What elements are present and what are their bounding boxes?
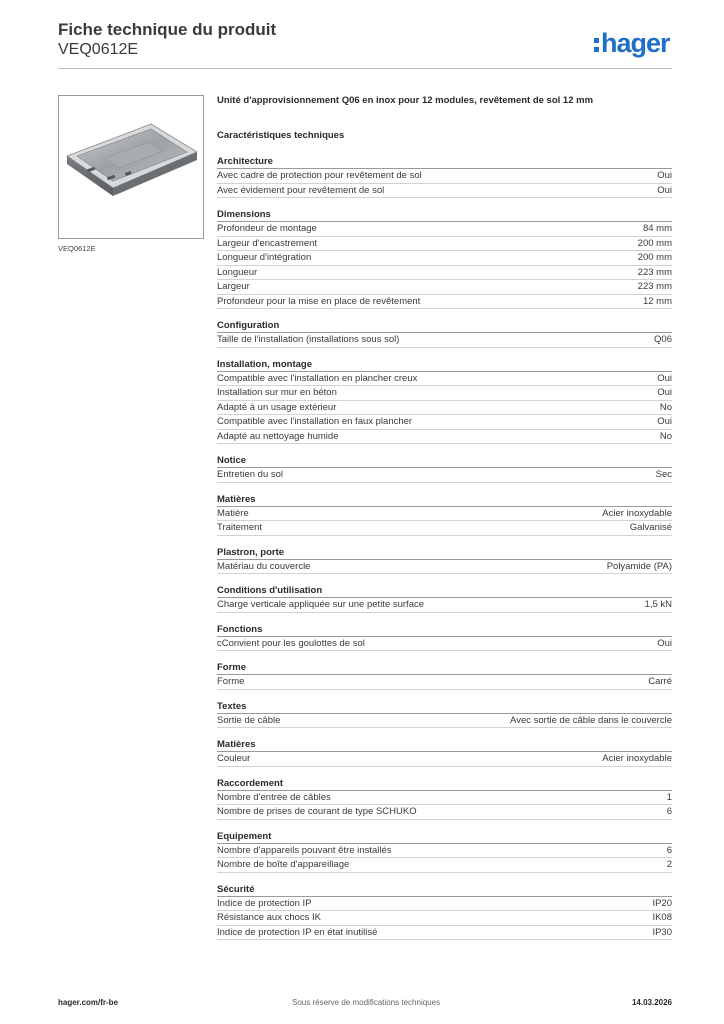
spec-value: Polyamide (PA): [606, 560, 672, 572]
spec-label: Forme: [217, 676, 245, 687]
section-title: Installation, montage: [217, 358, 672, 372]
spec-value: Acier inoxydable: [602, 753, 672, 764]
spec-row: [217, 897, 672, 912]
logo-text: hager: [601, 28, 670, 58]
section-title: Forme: [217, 661, 672, 675]
spec-value: Oui: [657, 184, 672, 196]
spec-label: Adapté à un usage extérieur: [217, 401, 337, 413]
product-reference: VEQ0612E: [58, 41, 139, 58]
spec-value: 223 mm: [637, 266, 672, 278]
spec-value: 200 mm: [637, 237, 672, 249]
spec-label: Traitement: [217, 522, 263, 533]
spec-label: Compatible avec l'installation en plancher creux: [217, 372, 418, 384]
spec-label: Nombre d'appareils pouvant être installés: [217, 844, 392, 856]
spec-row: [217, 911, 672, 926]
spec-row: [217, 415, 672, 430]
spec-value: Oui: [657, 637, 672, 649]
spec-label: Résistance aux chocs IK: [217, 912, 322, 923]
spec-row: [217, 468, 672, 483]
hager-logo: [594, 28, 670, 58]
spec-row: [217, 222, 672, 237]
footer-date: 14.03.2026: [631, 998, 672, 1007]
spec-row: [217, 714, 672, 729]
spec-label: Adapté au nettoyage humide: [217, 430, 339, 442]
spec-section: [217, 700, 672, 729]
section-title: Plastron, porte: [217, 546, 672, 560]
spec-row: [217, 521, 672, 536]
spec-label: Matériau du couvercle: [217, 560, 311, 572]
spec-value: 200 mm: [637, 252, 672, 263]
spec-label: Indice de protection IP en état inutilisé: [217, 926, 378, 938]
spec-section: [217, 830, 672, 873]
spec-label: Nombre d'entrée de câbles: [217, 791, 331, 803]
document-title: Fiche technique du produit: [58, 20, 277, 39]
spec-value: 2: [666, 859, 672, 870]
spec-row: [217, 184, 672, 199]
spec-value: 1,5 kN: [644, 599, 672, 610]
spec-row: [217, 237, 672, 252]
section-title: Raccordement: [217, 777, 672, 791]
spec-label: Largeur: [217, 281, 250, 292]
spec-row: [217, 401, 672, 416]
spec-value: No: [659, 401, 672, 413]
section-title: Dimensions: [217, 208, 672, 222]
spec-section: [217, 208, 672, 309]
section-title: Architecture: [217, 155, 672, 169]
spec-label: Charge verticale appliquée sur une petite surface: [217, 599, 425, 610]
section-title: Notice: [217, 454, 672, 468]
section-title: Matières: [217, 493, 672, 507]
section-title: Matières: [217, 738, 672, 752]
spec-section: [217, 883, 672, 941]
spec-value: 223 mm: [637, 281, 672, 292]
spec-row: [217, 926, 672, 941]
image-caption: VEQ0612E: [58, 244, 96, 253]
spec-label: cConvient pour les goulottes de sol: [217, 637, 365, 649]
spec-value: IP30: [652, 926, 672, 938]
section-title: Configuration: [217, 319, 672, 333]
product-image: [58, 95, 204, 239]
characteristics-sections: [217, 155, 672, 940]
spec-value: 1: [666, 791, 672, 803]
spec-row: [217, 372, 672, 387]
spec-label: Profondeur de montage: [217, 223, 317, 234]
characteristics-heading: Caractéristiques techniques: [217, 130, 345, 141]
spec-row: [217, 675, 672, 690]
spec-label: Profondeur pour la mise en place de revêtement: [217, 295, 421, 307]
spec-section: [217, 738, 672, 767]
spec-value: Oui: [657, 372, 672, 384]
spec-value: No: [659, 430, 672, 442]
spec-label: Nombre de boîte d'appareillage: [217, 859, 350, 870]
spec-section: [217, 493, 672, 536]
spec-label: Matière: [217, 507, 249, 519]
spec-section: [217, 661, 672, 690]
spec-row: [217, 333, 672, 348]
spec-label: Installation sur mur en béton: [217, 387, 337, 398]
section-title: Textes: [217, 700, 672, 714]
spec-value: Oui: [657, 170, 672, 181]
floor-box-illustration: [59, 96, 203, 238]
spec-row: [217, 507, 672, 522]
spec-row: [217, 280, 672, 295]
spec-row: [217, 805, 672, 820]
spec-section: [217, 546, 672, 575]
spec-row: [217, 169, 672, 184]
spec-value: IK08: [652, 912, 672, 923]
spec-row: [217, 637, 672, 652]
section-title: Sécurité: [217, 883, 672, 897]
spec-value: Oui: [657, 387, 672, 398]
spec-section: [217, 454, 672, 483]
spec-label: Entretien du sol: [217, 469, 284, 480]
spec-label: Sortie de câble: [217, 714, 281, 726]
spec-section: [217, 358, 672, 445]
footer-website[interactable]: hager.com/fr-be: [58, 998, 119, 1007]
spec-row: [217, 791, 672, 806]
spec-value: 12 mm: [642, 295, 672, 307]
spec-row: [217, 295, 672, 310]
spec-value: Q06: [654, 334, 672, 345]
logo-dots-icon: [594, 38, 599, 52]
spec-label: Indice de protection IP: [217, 897, 312, 909]
spec-label: Longueur: [217, 266, 258, 278]
spec-label: Longueur d'intégration: [217, 252, 312, 263]
spec-value: 84 mm: [642, 223, 672, 234]
spec-label: Avec évidement pour revêtement de sol: [217, 184, 385, 196]
header-divider: [58, 68, 672, 69]
spec-label: Taille de l'installation (installations sous sol): [217, 334, 400, 345]
spec-value: Sec: [655, 469, 672, 480]
spec-row: [217, 251, 672, 266]
spec-row: [217, 560, 672, 575]
page-header: [58, 20, 276, 60]
spec-row: [217, 386, 672, 401]
spec-row: [217, 844, 672, 859]
spec-value: Acier inoxydable: [602, 507, 672, 519]
spec-label: Couleur: [217, 753, 251, 764]
spec-section: [217, 319, 672, 348]
section-title: Conditions d'utilisation: [217, 584, 672, 598]
spec-value: 6: [666, 806, 672, 817]
spec-row: [217, 752, 672, 767]
spec-label: Largeur d'encastrement: [217, 237, 318, 249]
spec-section: [217, 584, 672, 613]
spec-row: [217, 598, 672, 613]
spec-label: Nombre de prises de courant de type SCHUKO: [217, 806, 417, 817]
spec-label: Compatible avec l'installation en faux plancher: [217, 416, 413, 427]
spec-value: Galvanisé: [629, 522, 672, 533]
section-title: Equipement: [217, 830, 672, 844]
spec-row: [217, 266, 672, 281]
spec-label: Avec cadre de protection pour revêtement de sol: [217, 170, 422, 181]
spec-row: [217, 430, 672, 445]
technical-sheet: [217, 94, 672, 940]
spec-value: Carré: [648, 676, 672, 687]
product-description: Unité d'approvisionnement Q06 en inox pour 12 modules, revêtement de sol 12 mm: [217, 95, 594, 106]
spec-value: Oui: [657, 416, 672, 427]
footer-disclaimer: Sous réserve de modifications techniques: [292, 998, 441, 1007]
spec-value: IP20: [652, 897, 672, 909]
spec-section: [217, 623, 672, 652]
spec-value: Avec sortie de câble dans le couvercle: [510, 714, 672, 726]
spec-section: [217, 777, 672, 820]
spec-row: [217, 858, 672, 873]
section-title: Fonctions: [217, 623, 672, 637]
spec-value: 6: [666, 844, 672, 856]
spec-section: [217, 155, 672, 198]
